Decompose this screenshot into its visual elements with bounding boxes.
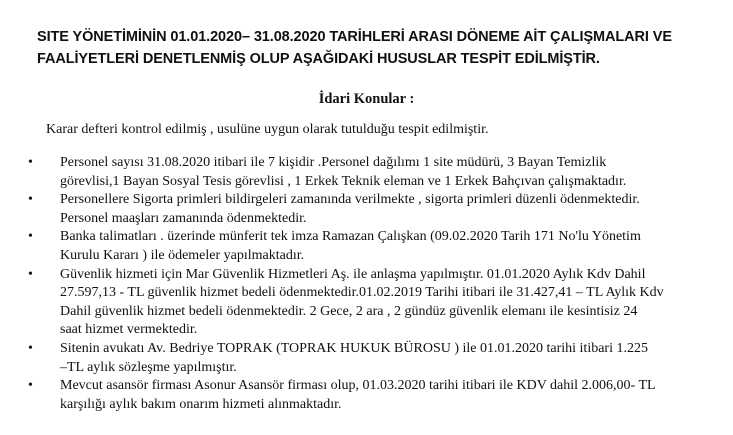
document-heading [37, 26, 717, 70]
bullet-icon: • [28, 378, 33, 394]
list-item-text [60, 228, 720, 265]
bullet-icon: • [28, 192, 33, 208]
bullet-icon: • [28, 229, 33, 245]
list-item-line: karşılığı aylık bakım onarım hizmeti alınmaktadır. [60, 396, 342, 412]
list-item-text [60, 191, 720, 228]
list-item-line: Personellere Sigorta primleri bildirgeleri zamanında verilmekte , sigorta primleri düzenli ödenmektedir. [60, 192, 640, 208]
list-item-line: 27.597,13 - TL güvenlik hizmet bedeli ödenmektedir.01.02.2019 Tarihi itibari ile 31.427,41 – TL Aylık Kdv [60, 285, 664, 301]
list-item [0, 154, 733, 191]
bullet-icon: • [28, 266, 33, 282]
section-title: İdari Konular : [318, 91, 415, 107]
heading-line-1: SITE YÖNETİMİNİN 01.01.2020– 31.08.2020 TARİHLERİ ARASI DÖNEME AİT ÇALIŞMALARI VE [37, 29, 672, 45]
list-item-text [60, 340, 720, 377]
bullet-icon: • [28, 340, 33, 356]
list-item [0, 266, 733, 340]
list-item-line: Dahil güvenlik hizmet bedeli ödenmektedir. 2 Gece, 2 ara , 2 gündüz güvenlik elemanı ile kesintisiz 24 [60, 303, 638, 319]
list-item [0, 228, 733, 265]
list-item-text [60, 154, 720, 191]
list-item [0, 377, 733, 414]
list-item-line: Sitenin avukatı Av. Bedriye TOPRAK (TOPRAK HUKUK BÜROSU ) ile 01.01.2020 tarihi itibari 1.225 [60, 340, 648, 356]
intro-paragraph: Karar defteri kontrol edilmiş , usulüne uygun olarak tutulduğu tespit edilmiştir. [46, 122, 489, 137]
bullet-icon: • [28, 155, 33, 170]
list-item-line: –TL aylık sözleşme yapılmıştır. [60, 359, 237, 375]
list-item-line: Güvenlik hizmeti için Mar Güvenlik Hizmetleri Aş. ile anlaşma yapılmıştır. 01.01.2020 Aylık Kdv Dahil [60, 266, 646, 282]
list-item-line: Kurulu Kararı ) ile ödemeler yapılmaktadır. [60, 247, 305, 263]
list-item-line: Banka talimatları . üzerinde münferit tek imza Ramazan Çalışkan (09.02.2020 Tarih 171 No'lu Yönetim [60, 229, 641, 245]
list-item [0, 340, 733, 377]
list-item-line: Mevcut asansör firması Asonur Asansör firması olup, 01.03.2020 tarihi itibari ile KDV dahil 2.006,00- TL [60, 378, 656, 394]
list-item-line: saat hizmet vermektedir. [60, 322, 198, 338]
bullet-list [0, 154, 733, 414]
list-item-text [60, 266, 720, 340]
list-item [0, 191, 733, 228]
list-item-text [60, 377, 720, 414]
heading-line-2: FAALİYETLERİ DENETLENMİŞ OLUP AŞAĞIDAKİ HUSUSLAR TESPİT EDİLMİŞTİR. [37, 51, 600, 67]
list-item-line: görevlisi,1 Bayan Sosyal Tesis görevlisi , 1 Erkek Teknik eleman ve 1 Erkek Bahçıvan çalışmaktadır. [60, 173, 627, 189]
list-item-line: Personel sayısı 31.08.2020 itibari ile 7 kişidir .Personel dağılımı 1 site müdürü, 3 Bayan Temizlik [60, 155, 607, 170]
list-item-line: Personel maaşları zamanında ödenmektedir. [60, 210, 307, 226]
